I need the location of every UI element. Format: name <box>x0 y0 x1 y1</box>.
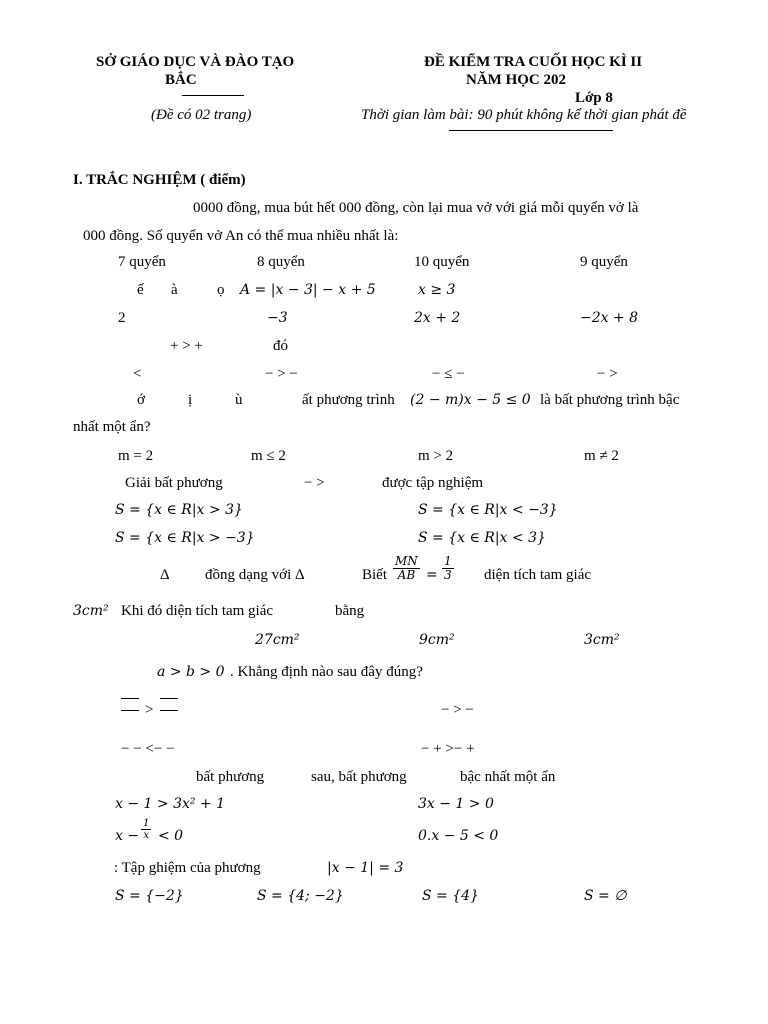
q9-option-b: S = {4; −2} <box>257 888 344 904</box>
q2-option-a: 2 <box>118 310 126 326</box>
q4-text: ất phương trình <box>302 392 395 408</box>
q3-statement-tail: đó <box>273 338 288 354</box>
q1-option-c: 10 quyển <box>414 254 470 270</box>
q6-line2-tail: bằng <box>335 603 365 619</box>
q6-option-b: 27cm² <box>255 632 300 648</box>
q5-option-c: S = {x ∈ R|x > −3} <box>115 530 255 546</box>
q3-statement: + > + <box>170 338 203 354</box>
q4-expression: (2 − m)x − 5 ≤ 0 <box>410 392 531 408</box>
q4-text-line2: nhất một ẩn? <box>73 419 151 435</box>
q5-inequality: − > <box>304 475 325 491</box>
q7-option-a-left-fraction-bar <box>121 710 139 711</box>
q2-expression: A = |x − 3| − x + 5 <box>240 282 376 298</box>
q3-option-a: < <box>133 366 142 382</box>
q7-option-d: − + >− + <box>421 741 475 757</box>
q8-option-c-left: x − <box>115 828 140 844</box>
q6-area-text: diện tích tam giác <box>484 567 592 583</box>
q7-option-a-left-numerator-bar <box>121 698 139 699</box>
q6-similar-text: đồng dạng với Δ <box>205 567 305 583</box>
q6-ratio-denominator: 3 <box>444 568 452 582</box>
q8-option-d: 0.x − 5 < 0 <box>418 828 499 844</box>
q6-fraction-numerator: MN <box>395 554 418 568</box>
q6-know-text: Biết <box>362 567 387 583</box>
pages-note: (Đề có 02 trang) <box>151 107 252 123</box>
grade-label: Lớp 8 <box>575 90 613 106</box>
q2-option-b: −3 <box>267 310 288 326</box>
exam-title: ĐỀ KIỂM TRA CUỐI HỌC KÌ II <box>424 54 643 70</box>
q6-fraction-mn-ab <box>393 555 420 582</box>
time-note: Thời gian làm bài: 90 phút không kể thời gian phát đề <box>361 107 687 123</box>
q4-fragment-1: ớ <box>137 392 145 408</box>
q8-lead: bất phương <box>196 769 265 785</box>
q5-option-a: S = {x ∈ R|x > 3} <box>115 502 243 518</box>
q3-option-d: − > <box>597 366 618 382</box>
q7-option-c: − − <− − <box>121 741 175 757</box>
q4-fragment-3: ù <box>235 392 243 408</box>
q8-option-b: 3x − 1 > 0 <box>418 796 494 812</box>
q4-text-tail: là bất phương trình bậc <box>540 392 680 408</box>
q4-option-c: m > 2 <box>418 448 454 464</box>
header-divider-left <box>182 95 244 96</box>
department-province: BẮC <box>165 72 197 88</box>
q5-lead: Giải bất phương <box>125 475 223 491</box>
q6-area-value: 3cm² <box>73 603 109 619</box>
q9-option-a: S = {−2} <box>115 888 184 904</box>
q7-option-a-right-numerator-bar <box>160 698 178 699</box>
q3-option-c: − ≤ − <box>432 366 465 382</box>
q8-option-c-numerator: 1 <box>143 818 150 829</box>
q4-option-d: m ≠ 2 <box>584 448 619 464</box>
q9-option-c: S = {4} <box>422 888 479 904</box>
q8-option-c-right: < 0 <box>158 828 184 844</box>
q8-tail: bậc nhất một ẩn <box>460 769 556 785</box>
q6-triangle-symbol: Δ <box>160 567 170 583</box>
q8-mid: sau, bất phương <box>311 769 407 785</box>
q6-option-d: 3cm² <box>584 632 620 648</box>
q1-text-line2: 000 đồng. Số quyển vở An có thể mua nhiều nhất là: <box>83 228 399 244</box>
q9-lead: : Tập ghiệm của phương <box>114 860 261 876</box>
q2-fragment-2: à <box>171 282 178 298</box>
q9-expression: |x − 1| = 3 <box>327 860 404 876</box>
q4-option-b: m ≤ 2 <box>251 448 286 464</box>
q1-option-b: 8 quyển <box>257 254 305 270</box>
q8-option-a: x − 1 > 3x² + 1 <box>115 796 226 812</box>
q6-line2-text: Khi đó diện tích tam giác <box>121 603 274 619</box>
q1-option-d: 9 quyển <box>580 254 628 270</box>
q5-option-b: S = {x ∈ R|x < −3} <box>418 502 558 518</box>
q2-option-c: 2x + 2 <box>414 310 461 326</box>
q2-fragment-3: ọ <box>217 282 225 298</box>
q5-tail: được tập nghiệm <box>382 475 484 491</box>
department-name: SỞ GIÁO DỤC VÀ ĐÀO TẠO <box>96 54 295 70</box>
q7-option-a-symbol: > <box>145 702 154 718</box>
q6-fraction-denominator: AB <box>397 568 416 582</box>
school-year: NĂM HỌC 202 <box>466 72 566 88</box>
q7-text: . Khẳng định nào sau đây đúng? <box>230 664 423 680</box>
q6-equals: = <box>426 567 438 583</box>
q6-ratio <box>442 555 454 582</box>
q5-option-d: S = {x ∈ R|x < 3} <box>418 530 546 546</box>
q2-condition: x ≥ 3 <box>418 282 456 298</box>
q6-option-c: 9cm² <box>419 632 455 648</box>
q9-option-d: S = ∅ <box>584 888 627 904</box>
q2-fragment-1: ế <box>137 282 144 298</box>
q3-option-b: − > − <box>265 366 298 382</box>
q4-option-a: m = 2 <box>118 448 154 464</box>
section-title: I. TRẮC NGHIỆM ( điểm) <box>73 172 246 188</box>
q6-ratio-numerator: 1 <box>444 554 452 568</box>
q2-option-d: −2x + 8 <box>580 310 639 326</box>
q4-fragment-2: ị <box>188 392 193 408</box>
q7-condition: a > b > 0 <box>157 664 225 680</box>
header-divider-right <box>449 130 613 131</box>
q8-option-c-denominator: x <box>143 830 149 841</box>
q1-text-line1: 0000 đồng, mua bút hết 000 đồng, còn lại mua vở với giá mỗi quyển vở là <box>193 200 639 216</box>
q7-option-b: − > − <box>441 702 474 718</box>
q7-option-a-right-fraction-bar <box>160 710 178 711</box>
q8-option-c-fraction <box>141 818 151 841</box>
q1-option-a: 7 quyển <box>118 254 166 270</box>
